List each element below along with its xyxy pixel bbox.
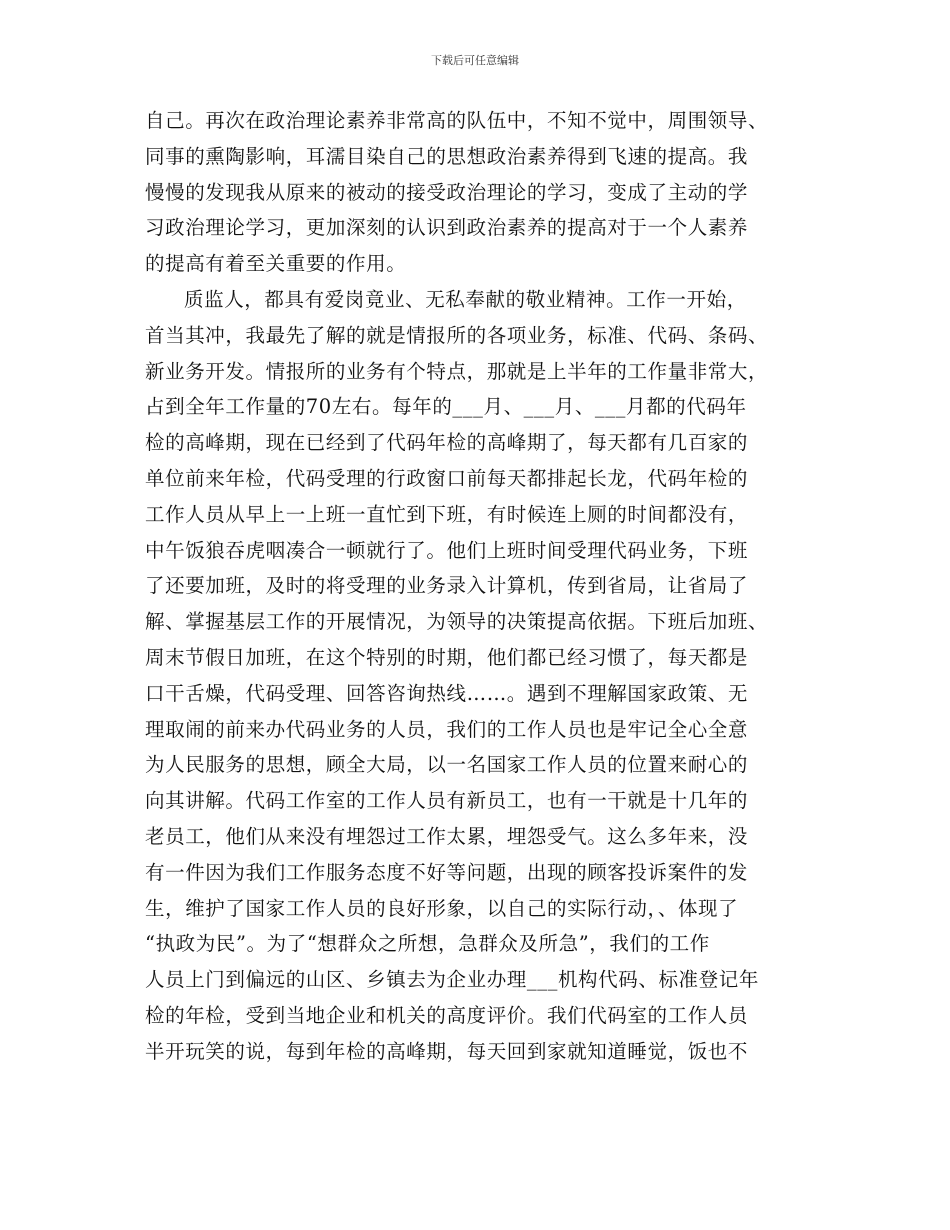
paragraph-first-line: 质监人，都具有爱岗竟业、无私奉献的敬业精神。工作一开始， [184,287,747,311]
text-line: 占到全年工作量的70左右。每年的___月、___月、___月都的代码年 [145,395,747,419]
text-line: 理取闹的前来办代码业务的人员，我们的工作人员也是牢记全心全意 [145,717,749,741]
text-line: 检的年检，受到当地企业和机关的高度评价。我们代码室的工作人员 [145,1003,749,1027]
text-line: 检的高峰期，现在已经到了代码年检的高峰期了，每天都有几百家的 [145,431,749,455]
text-line: 老员工，他们从来没有埋怨过工作太累，埋怨受气。这么多年来，没 [145,824,749,848]
text-line: 新业务开发。情报所的业务有个特点，那就是上半年的工作量非常大， [145,359,769,383]
document-body [145,103,825,1070]
text-line: 半开玩笑的说，每到年检的高峰期，每天回到家就知道睡觉，饭也不 [145,1039,749,1063]
text-line: 自己。再次在政治理论素养非常高的队伍中，不知不觉中，周围领导、 [145,109,769,132]
text-line: 有一件因为我们工作服务态度不好等问题，出现的顾客投诉案件的发 [145,860,749,884]
text-line: 慢慢的发现我从原来的被动的接受政治理论的学习，变成了主动的学 [145,180,749,204]
text-line: 工作人员从早上一上班一直忙到下班，有时候连上厕的时间都没有， [145,502,749,526]
text-line: 人员上门到偏远的山区、乡镇去为企业办理___机构代码、标准登记年 [145,968,759,992]
text-line: 解、掌握基层工作的开展情况，为领导的决策提高依据。下班后加班、 [145,610,769,634]
text-line: 向其讲解。代码工作室的工作人员有新员工，也有一干就是十几年的 [145,789,749,813]
text-line: “执政为民”。为了“想群众之所想，急群众及所急”，我们的工作 [145,932,710,956]
text-line: 生，维护了国家工作人员的良好形象，以自己的实际行动，、体现了 [145,896,739,920]
text-line: 单位前来年检，代码受理的行政窗口前每天都排起长龙，代码年检的 [145,466,749,490]
text-line: 首当其冲，我最先了解的就是情报所的各项业务，标准、代码、条码、 [145,323,769,347]
text-line: 习政治理论学习，更加深刻的认识到政治素养的提高对于一个人素养 [145,216,749,240]
page-header: 下载后可任意编辑 [431,54,519,67]
text-line: 的提高有着至关重要的作用。 [145,252,407,276]
text-line: 周末节假日加班，在这个特别的时期，他们都已经习惯了，每天都是 [145,645,749,669]
text-line: 中午饭狼吞虎咽凑合一顿就行了。他们上班时间受理代码业务，下班 [145,538,749,562]
text-line: 口干舌燥，代码受理、回答咨询热线……。遇到不理解国家政策、无 [145,681,749,705]
text-line: 了还要加班，及时的将受理的业务录入计算机，传到省局，让省局了 [145,574,749,598]
text-line: 为人民服务的思想，顾全大局，以一名国家工作人员的位置来耐心的 [145,753,749,777]
text-line: 同事的熏陶影响，耳濡目染自己的思想政治素养得到飞速的提高。我 [145,144,749,168]
